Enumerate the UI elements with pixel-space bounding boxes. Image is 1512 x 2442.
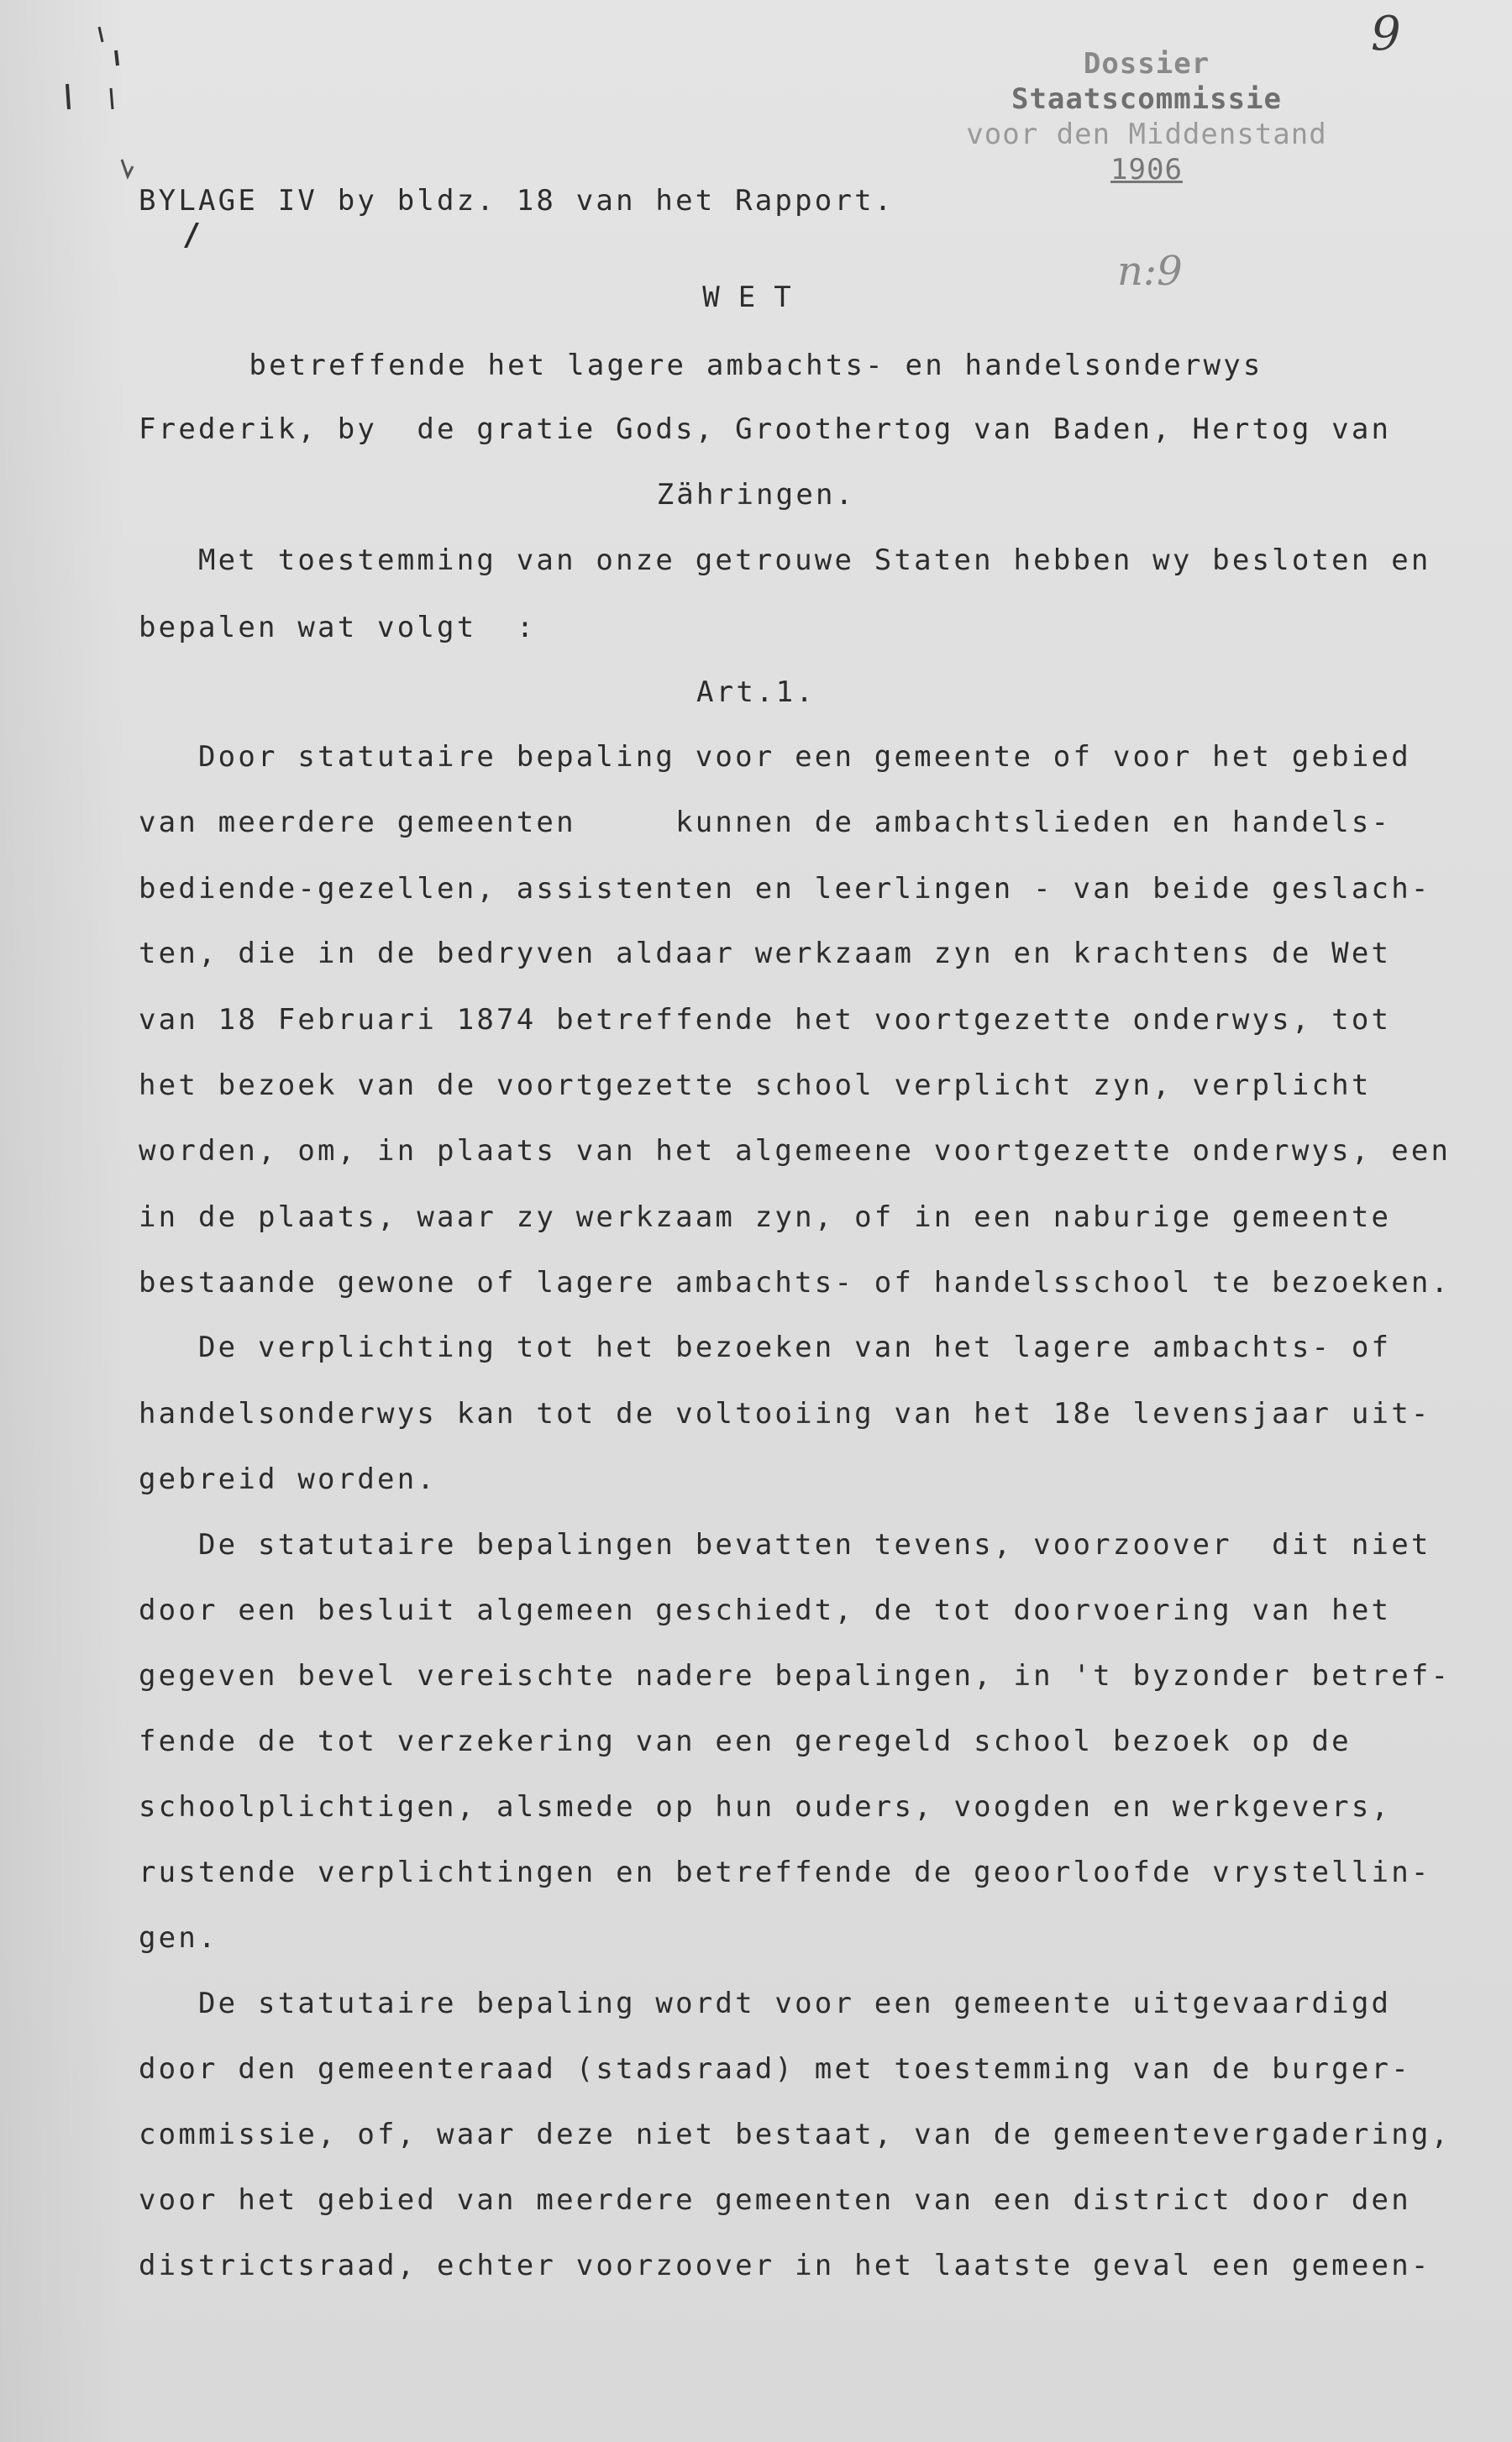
article-line: ten, die in de bedryven aldaar werkzaam zyn en krachtens de Wet [139,937,1392,970]
intro-line: bepalen wat volgt : [139,611,537,644]
article-line: van meerdere gemeenten kunnen de ambachtslieden en handels- [139,806,1392,839]
article-line: rustende verplichtingen en betreffende de geoorloofde vrystellin- [139,1856,1431,1889]
article-line: bediende-gezellen, assistenten en leerlingen - van beide geslach- [139,872,1431,906]
document-title: WET [702,281,810,314]
intro-line: Zähringen. [656,478,856,512]
article-heading: Art.1. [696,675,816,709]
article-line: handelsonderwys kan tot de voltooiing van het 18e levensjaar uit- [139,1397,1431,1431]
archive-stamp [907,46,1386,187]
article-line: bestaande gewone of lagere ambachts- of handelsschool te bezoeken. [139,1266,1452,1300]
handwritten-dossier-number: n:9 [1117,248,1183,295]
article-line: schoolplichtigen, alsmede op hun ouders, voogden en werkgevers, [139,1790,1392,1824]
article-line: worden, om, in plaats van het algemeene voortgezette onderwys, een [139,1134,1452,1168]
pencil-tick-mark [169,223,199,248]
stamp-line-year: 1906 [1110,153,1183,186]
article-line: van 18 Februari 1874 betreffende het voortgezette onderwys, tot [139,1003,1392,1037]
article-line: De statutaire bepalingen bevatten tevens, voorzoover dit niet [139,1528,1431,1562]
appendix-reference: BYLAGE IV by bldz. 18 van het Rapport. [139,184,895,218]
document-subtitle: betreffende het lagere ambachts- en handelsonderwys [249,349,1263,382]
article-line: door den gemeenteraad (stadsraad) met toestemming van de burger- [139,2052,1411,2086]
article-line: voor het gebied van meerdere gemeenten van een district door den [139,2183,1411,2217]
handwritten-page-number: 9 [1371,7,1401,61]
article-line: Door statutaire bepaling voor een gemeente of voor het gebied [139,740,1411,774]
article-line: fende de tot verzekering van een geregeld school bezoek op de [139,1725,1352,1758]
article-line: commissie, of, waar deze niet bestaat, van de gemeentevergadering, [139,2118,1452,2151]
intro-line: Met toestemming van onze getrouwe Staten hebben wy besloten en [139,544,1431,577]
article-line: door een besluit algemeen geschiedt, de tot doorvoering van het [139,1594,1392,1627]
stamp-line-dossier: Dossier [1083,47,1210,81]
article-line: het bezoek van de voortgezette school verplicht zyn, verplicht [139,1069,1372,1102]
article-line: gen. [139,1921,218,1955]
article-line: gegeven bevel vereischte nadere bepalingen, in 't byzonder betref- [139,1659,1452,1693]
article-line: districtsraad, echter voorzoover in het laatste geval een gemeen- [139,2249,1431,2282]
stamp-line-middenstand: voor den Middenstand [966,118,1327,151]
article-line: in de plaats, waar zy werkzaam zyn, of in een naburige gemeente [139,1200,1392,1234]
article-line: De verplichting tot het bezoeken van het lagere ambachts- of [139,1331,1392,1364]
stamp-line-commission: Staatscommissie [1011,82,1283,116]
margin-pencil-marks [50,17,193,193]
article-line: gebreid worden. [139,1463,438,1496]
article-line: De statutaire bepaling wordt voor een gemeente uitgevaardigd [139,1987,1392,2020]
intro-line: Frederik, by de gratie Gods, Groothertog van Baden, Hertog van [139,412,1392,446]
